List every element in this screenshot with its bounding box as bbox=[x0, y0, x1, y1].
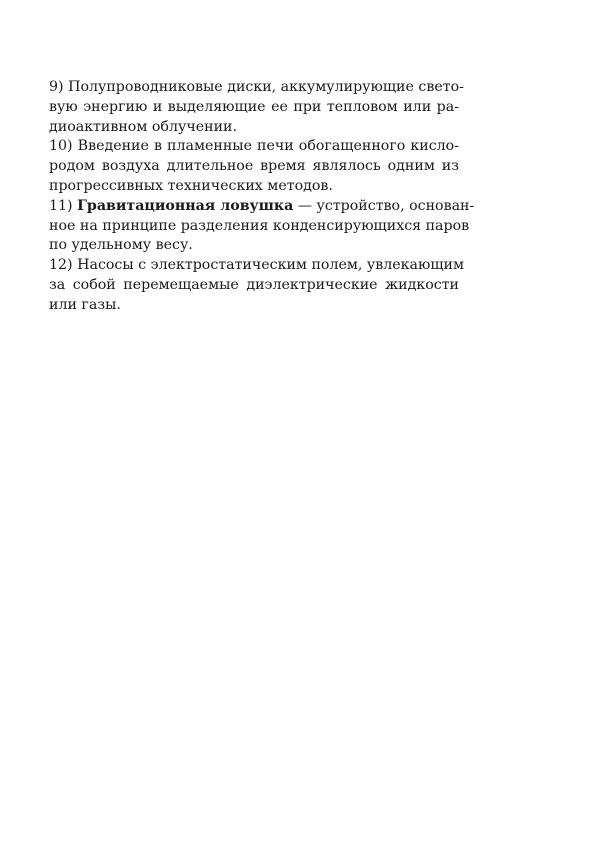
item-text: Насосы с электростатическим полем, увлекающим bbox=[77, 257, 465, 274]
text-line bbox=[49, 137, 459, 157]
list-item-11 bbox=[49, 197, 475, 256]
text-line: или газы. bbox=[49, 296, 121, 313]
list-item-12 bbox=[49, 256, 465, 315]
text-line: прогрессивных технических методов. bbox=[49, 177, 333, 194]
item-number: 9) bbox=[49, 79, 64, 95]
list-item-9 bbox=[49, 78, 464, 137]
text-line: вую энергию и выделяющие ее при тепловом или ра- bbox=[49, 98, 459, 115]
bold-term: Гравитационная ловушка bbox=[77, 197, 294, 214]
text-line: диоактивном облучении. bbox=[49, 118, 237, 135]
item-text: Полупроводниковые диски, аккумулирующие свето- bbox=[68, 79, 464, 95]
item-number: 10) bbox=[49, 138, 73, 155]
document-page bbox=[49, 78, 475, 316]
item-text: — устройство, основан- bbox=[297, 197, 475, 214]
item-number: 11) bbox=[49, 197, 73, 214]
item-number: 12) bbox=[49, 257, 73, 274]
text-line bbox=[49, 197, 475, 217]
text-line bbox=[49, 256, 465, 276]
text-line: ное на принципе разделения конденсирующихся паров bbox=[49, 217, 470, 234]
text-line: за собой перемещаемые диэлектрические жидкости bbox=[49, 276, 459, 293]
text-line: по удельному весу. bbox=[49, 237, 193, 254]
text-line bbox=[49, 78, 464, 98]
text-line: родом воздуха длительное время являлось одним из bbox=[49, 158, 459, 175]
list-item-10 bbox=[49, 137, 459, 196]
item-text: Введение в пламенные печи обогащенного кисло- bbox=[77, 138, 459, 155]
